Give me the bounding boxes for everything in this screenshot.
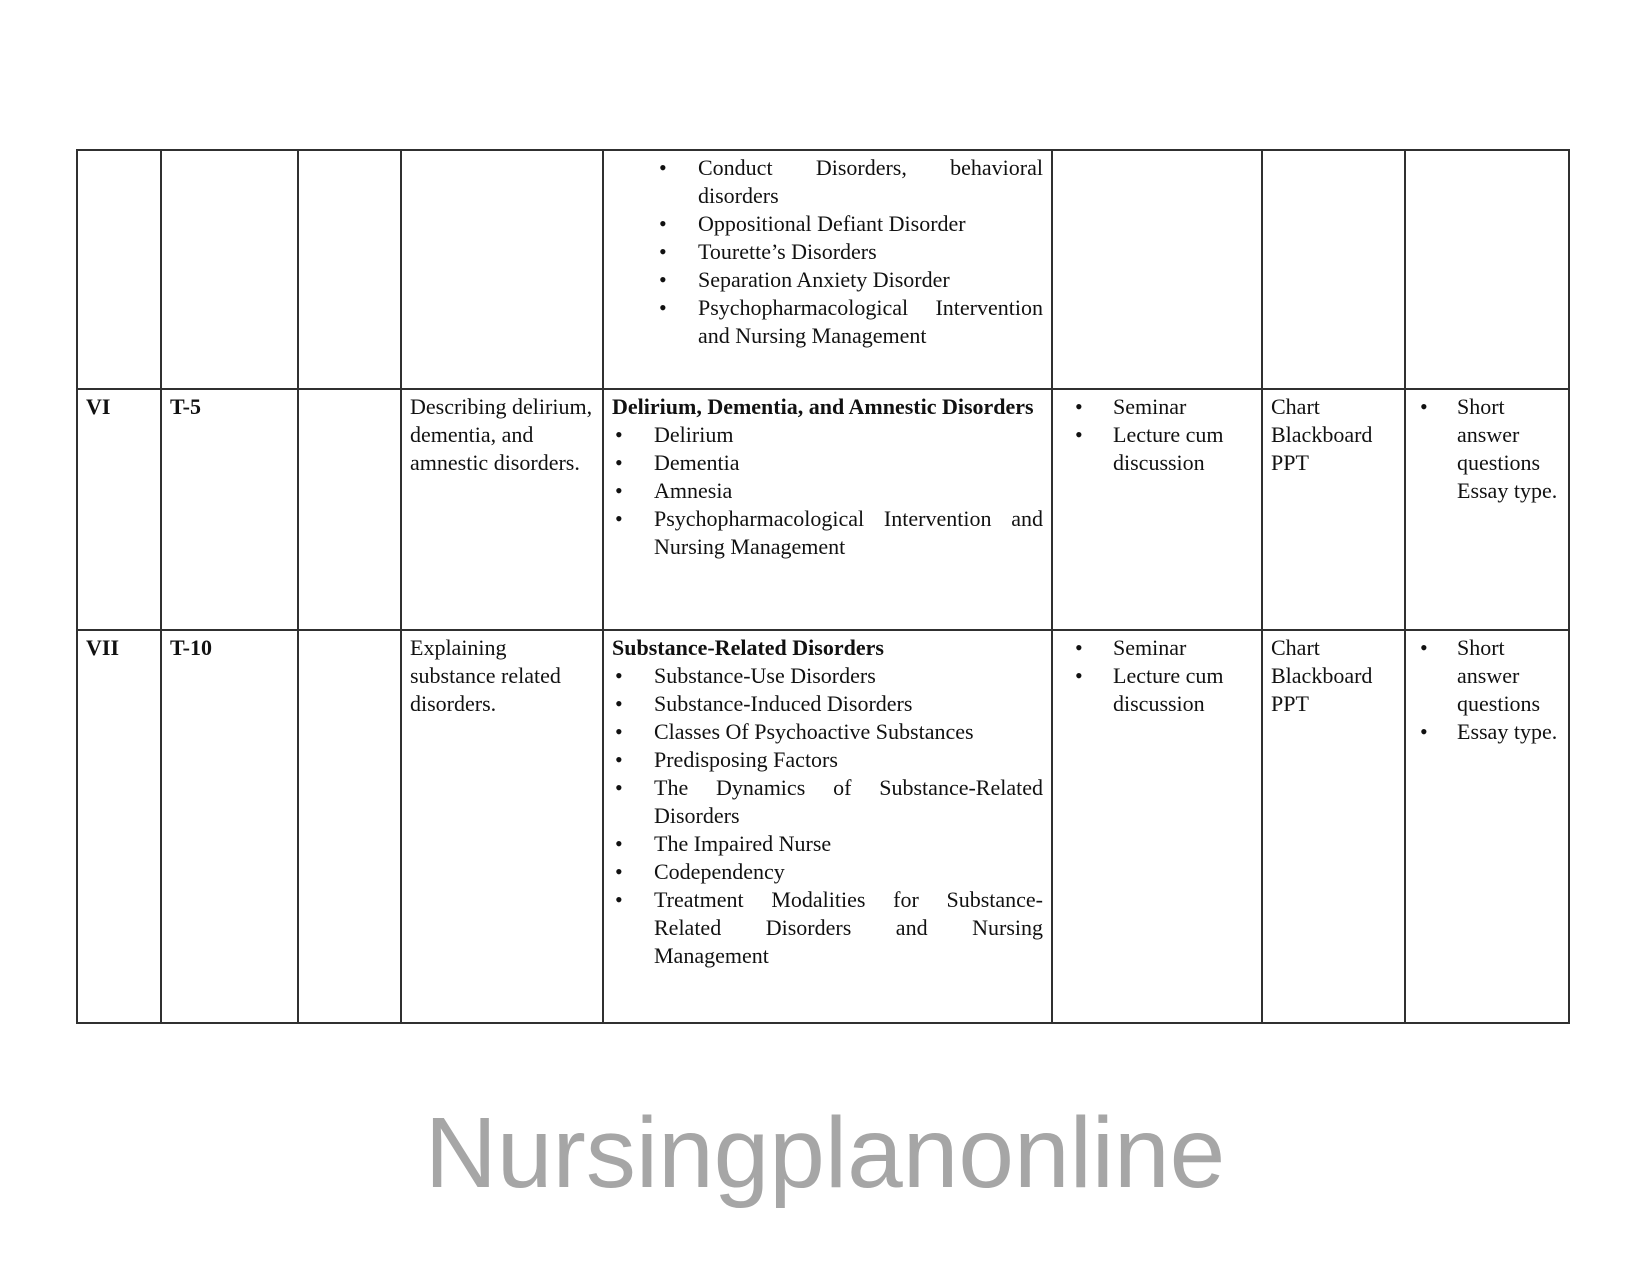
bullet-item: • Delirium: [612, 421, 1043, 449]
method-bullet-list: [1073, 393, 1253, 477]
bullet-item: • Codependency: [612, 858, 1043, 886]
bullet-item: • Seminar: [1073, 634, 1253, 662]
spare-cell: [298, 150, 401, 389]
evaluation-cell: [1405, 389, 1569, 630]
objectives-cell: [401, 150, 603, 389]
content-cell: [603, 389, 1052, 630]
av-aids-cell: [1262, 150, 1405, 389]
bullet-item: • Psychopharmacological Intervention and Nursing Management: [612, 505, 1043, 561]
evaluation-cell: [1405, 150, 1569, 389]
teaching-hours-cell: [161, 150, 298, 389]
bullet-item: • Lecture cum discussion: [1073, 662, 1253, 718]
course-plan-table: [76, 149, 1570, 1024]
av-aids-cell: Chart Blackboard PPT: [1262, 630, 1405, 1023]
spare-cell: [298, 389, 401, 630]
bullet-item: • Classes Of Psychoactive Substances: [612, 718, 1043, 746]
unit-cell: VII: [77, 630, 161, 1023]
evaluation-cell: [1405, 630, 1569, 1023]
bullet-item: • Lecture cum discussion: [1073, 421, 1253, 477]
bullet-item: • The Impaired Nurse: [612, 830, 1043, 858]
evaluation-bullet-list: [1414, 393, 1560, 505]
unit-cell: VI: [77, 389, 161, 630]
teaching-method-cell: [1052, 389, 1262, 630]
bullet-item: • Substance-Induced Disorders: [612, 690, 1043, 718]
content-cell: [603, 150, 1052, 389]
teaching-hours-cell: T-5: [161, 389, 298, 630]
teaching-hours-cell: T-10: [161, 630, 298, 1023]
content-bullet-list: [612, 662, 1043, 970]
bullet-item: • Separation Anxiety Disorder: [656, 266, 1043, 294]
av-aids-cell: Chart Blackboard PPT: [1262, 389, 1405, 630]
evaluation-bullet-list: [1414, 634, 1560, 746]
bullet-item: • Short answer questions Essay type.: [1414, 393, 1560, 505]
watermark-text: Nursingplanonline: [424, 1097, 1226, 1209]
content-bullet-list: [656, 154, 1043, 350]
bullet-item: • Amnesia: [612, 477, 1043, 505]
bullet-item: • Short answer questions: [1414, 634, 1560, 718]
content-cell: [603, 630, 1052, 1023]
bullet-item: • Seminar: [1073, 393, 1253, 421]
bullet-item: • Tourette’s Disorders: [656, 238, 1043, 266]
bullet-item: • The Dynamics of Substance-Related Disorders: [612, 774, 1043, 830]
content-heading: Substance-Related Disorders: [612, 635, 884, 660]
table-row-unit-vii: [77, 630, 1569, 1023]
bullet-item: • Essay type.: [1414, 718, 1560, 746]
bullet-item: • Conduct Disorders, behavioral disorders: [656, 154, 1043, 210]
content-heading: Delirium, Dementia, and Amnestic Disorders: [612, 394, 1034, 419]
objectives-cell: Explaining substance related disorders.: [401, 630, 603, 1023]
table-row-continuation: [77, 150, 1569, 389]
bullet-item: • Psychopharmacological Intervention and Nursing Management: [656, 294, 1043, 350]
bullet-item: • Oppositional Defiant Disorder: [656, 210, 1043, 238]
objectives-cell: Describing delirium, dementia, and amnestic disorders.: [401, 389, 603, 630]
teaching-method-cell: [1052, 150, 1262, 389]
unit-cell: [77, 150, 161, 389]
content-bullet-list: [612, 421, 1043, 561]
bullet-item: • Substance-Use Disorders: [612, 662, 1043, 690]
method-bullet-list: [1073, 634, 1253, 718]
bullet-item: • Predisposing Factors: [612, 746, 1043, 774]
table-row-unit-vi: [77, 389, 1569, 630]
bullet-item: • Treatment Modalities for Substance-Related Disorders and Nursing Management: [612, 886, 1043, 970]
teaching-method-cell: [1052, 630, 1262, 1023]
spare-cell: [298, 630, 401, 1023]
bullet-item: • Dementia: [612, 449, 1043, 477]
